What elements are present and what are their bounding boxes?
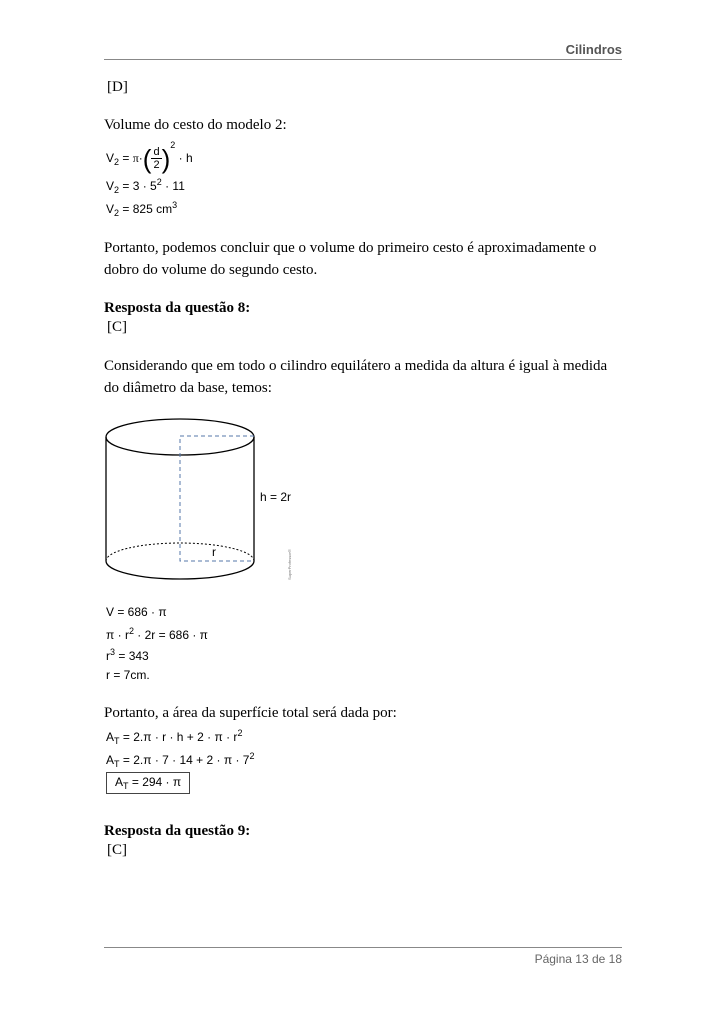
q8-equation-1: V = 686 · π: [106, 605, 167, 619]
q7-answer: [D]: [107, 79, 128, 95]
header-rule: [104, 59, 622, 60]
q7-equation-1: $V_2 = \pi\cdot$( $\frac{d}{2}$ )$^2$ · h: [106, 140, 193, 174]
cylinder-figure: [100, 415, 300, 585]
q8-final-area-box: $A_T = 294 \cdot \pi$: [106, 772, 190, 794]
height-label: h = 2r: [260, 490, 292, 504]
q9-answer: [C]: [107, 842, 127, 858]
q9-title: Resposta da questão 9:: [104, 823, 251, 839]
header-title: Cilindros: [565, 42, 622, 57]
q7-conclusion: Portanto, podemos concluir que o volume do primeiro cesto é aproximadamente o dobro do volume do segundo cesto.: [104, 240, 597, 278]
q8-equation-4: r = 7cm.: [106, 668, 150, 682]
q8-title: Resposta da questão 8:: [104, 300, 251, 316]
figure-credit: SuperProfessor®: [287, 549, 292, 580]
page-number: Página 13 de 18: [534, 952, 622, 966]
q8-answer: [C]: [107, 319, 127, 335]
radius-label: r: [212, 545, 216, 559]
q7-intro: Volume do cesto do modelo 2:: [104, 117, 287, 133]
q8-area-equation-1: $A_T = 2.\pi \cdot r \cdot h + 2 \cdot \pi \cdot r^2$: [106, 728, 243, 746]
q8-area-intro: Portanto, a área da superfície total será dada por:: [104, 705, 397, 721]
q8-area-equation-2: $A_T = 2.\pi \cdot 7 \cdot 14 + 2 \cdot \pi \cdot 7^2$: [106, 751, 255, 769]
cylinder-bottom-front: [106, 561, 254, 579]
q8-equation-2: $\pi \cdot r^2 \cdot 2r = 686 \cdot \pi$: [106, 626, 208, 642]
q8-intro: Considerando que em todo o cilindro equilátero a medida da altura é igual à medida do diâmetro da base, temos:: [104, 358, 608, 396]
q7-equation-3: $V_2 = 825$ $cm^3$: [106, 200, 178, 218]
q8-equation-3: $r^3 = 343$: [106, 647, 149, 663]
footer-rule: [104, 947, 622, 948]
q7-equation-2: $V_2 = 3 \cdot 5^2 \cdot 11$: [106, 177, 185, 195]
